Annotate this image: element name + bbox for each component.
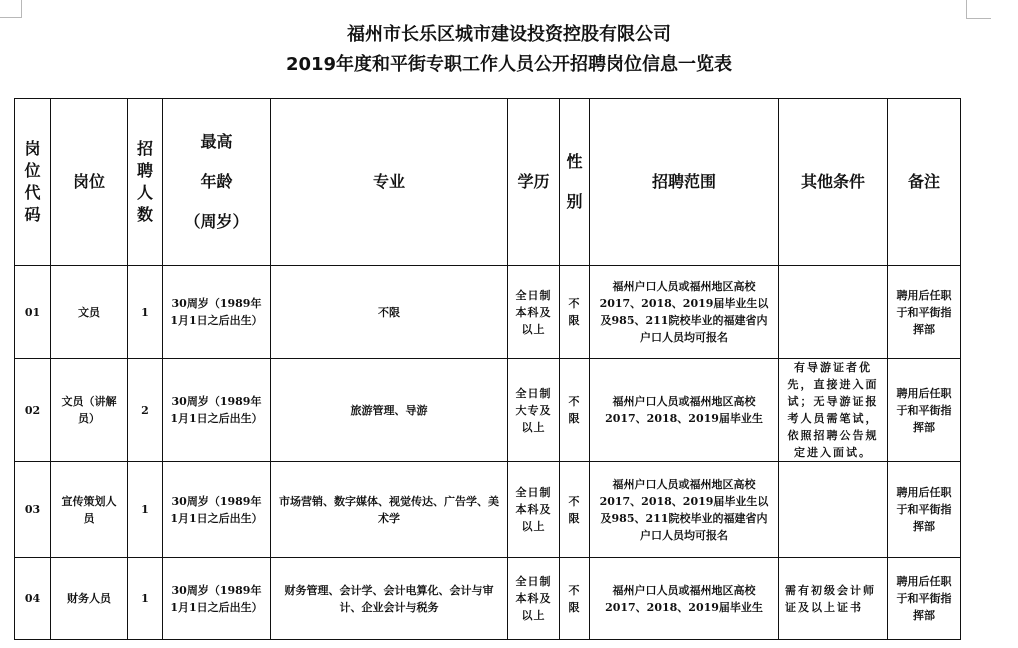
cell-education: 全日制本科及以上 <box>508 266 560 359</box>
cell-position: 文员（讲解员） <box>51 359 128 462</box>
cell-count: 1 <box>128 558 163 640</box>
cell-scope: 福州户口人员或福州地区高校2017、2018、2019届毕业生 <box>590 359 779 462</box>
cell-scope: 福州户口人员或福州地区高校2017、2018、2019届毕业生以及985、211院校毕业的福建省内户口人员均可报名 <box>590 266 779 359</box>
cell-remarks: 聘用后任职于和平街指挥部 <box>888 462 961 558</box>
cell-other-conditions: 需有初级会计师证及以上证书 <box>779 558 888 640</box>
cell-gender: 不限 <box>560 359 590 462</box>
recruitment-table <box>14 98 961 640</box>
header-remarks: 备注 <box>888 99 961 266</box>
cell-max-age: 30周岁（1989年1月1日之后出生） <box>163 359 271 462</box>
cell-position: 财务人员 <box>51 558 128 640</box>
cell-remarks: 聘用后任职于和平街指挥部 <box>888 359 961 462</box>
table-row <box>15 558 961 640</box>
header-major: 专业 <box>271 99 508 266</box>
cell-scope: 福州户口人员或福州地区高校2017、2018、2019届毕业生以及985、211院校毕业的福建省内户口人员均可报名 <box>590 462 779 558</box>
cell-education: 全日制本科及以上 <box>508 462 560 558</box>
cell-gender: 不限 <box>560 266 590 359</box>
cell-other-conditions <box>779 462 888 558</box>
header-gender: 性 别 <box>560 99 590 266</box>
page-corner-mark-top-right <box>966 0 991 19</box>
cell-position: 文员 <box>51 266 128 359</box>
cell-max-age: 30周岁（1989年1月1日之后出生） <box>163 266 271 359</box>
cell-code: 01 <box>15 266 51 359</box>
cell-major: 市场营销、数字媒体、视觉传达、广告学、美术学 <box>271 462 508 558</box>
cell-major: 不限 <box>271 266 508 359</box>
table-header-row <box>15 99 961 266</box>
cell-major: 旅游管理、导游 <box>271 359 508 462</box>
table-row <box>15 359 961 462</box>
cell-other-conditions: 有导游证者优先，直接进入面试；无导游证报考人员需笔试，依照招聘公告规定进入面试。 <box>779 359 888 462</box>
cell-count: 2 <box>128 359 163 462</box>
document-title: 福州市长乐区城市建设投资控股有限公司 <box>347 24 671 45</box>
cell-major: 财务管理、会计学、会计电算化、会计与审计、企业会计与税务 <box>271 558 508 640</box>
table-row <box>15 266 961 359</box>
cell-position: 宣传策划人员 <box>51 462 128 558</box>
table-row <box>15 462 961 558</box>
header-other-conditions: 其他条件 <box>779 99 888 266</box>
header-headcount: 招 聘 人 数 <box>128 99 163 266</box>
cell-count: 1 <box>128 462 163 558</box>
cell-other-conditions <box>779 266 888 359</box>
cell-code: 04 <box>15 558 51 640</box>
header-recruitment-scope: 招聘范围 <box>590 99 779 266</box>
document-subtitle: 2019年度和平街专职工作人员公开招聘岗位信息一览表 <box>285 54 733 75</box>
cell-remarks: 聘用后任职于和平街指挥部 <box>888 266 961 359</box>
cell-code: 02 <box>15 359 51 462</box>
cell-education: 全日制大专及以上 <box>508 359 560 462</box>
cell-gender: 不限 <box>560 558 590 640</box>
cell-max-age: 30周岁（1989年1月1日之后出生） <box>163 462 271 558</box>
page-corner-mark-top-left <box>0 0 22 18</box>
cell-remarks: 聘用后任职于和平街指挥部 <box>888 558 961 640</box>
cell-max-age: 30周岁（1989年1月1日之后出生） <box>163 558 271 640</box>
header-position-code: 岗 位 代 码 <box>15 99 51 266</box>
header-max-age: 最高 年龄 （周岁） <box>163 99 271 266</box>
cell-count: 1 <box>128 266 163 359</box>
cell-scope: 福州户口人员或福州地区高校2017、2018、2019届毕业生 <box>590 558 779 640</box>
cell-education: 全日制本科及以上 <box>508 558 560 640</box>
cell-code: 03 <box>15 462 51 558</box>
header-position: 岗位 <box>51 99 128 266</box>
header-education: 学历 <box>508 99 560 266</box>
cell-gender: 不限 <box>560 462 590 558</box>
